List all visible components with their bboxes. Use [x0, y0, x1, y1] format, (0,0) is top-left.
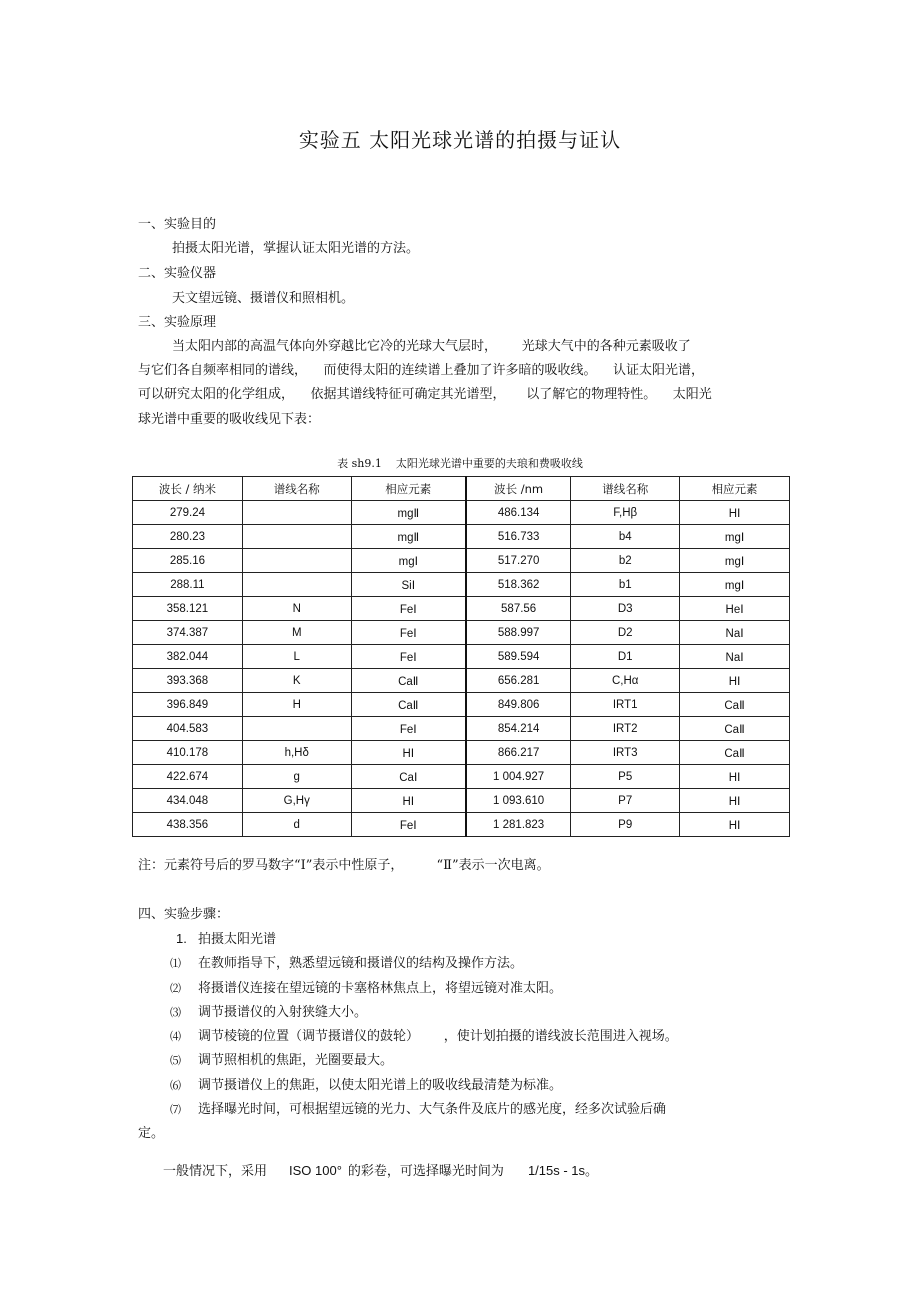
table-cell: P7	[571, 789, 680, 813]
final-paragraph	[163, 1160, 598, 1179]
table-note: 注：元素符号后的罗马数字“Ⅰ”表示中性原子， “Ⅱ”表示一次电离。	[138, 858, 550, 873]
table-cell: 438.356	[133, 813, 243, 837]
table-row	[133, 813, 790, 837]
table-cell: HⅠ	[680, 813, 790, 837]
table-cell: HⅠ	[680, 501, 790, 525]
table-row	[133, 717, 790, 741]
table-cell: 1 281.823	[466, 813, 571, 837]
table-cell: HⅠ	[351, 789, 466, 813]
subheading-text: 拍摄太阳光谱	[198, 932, 277, 947]
table-cell: M	[242, 621, 351, 645]
table-cell: 410.178	[133, 741, 243, 765]
table-cell: 404.583	[133, 717, 243, 741]
header-cell: 谱线名称	[571, 477, 680, 501]
table-cell: N	[242, 597, 351, 621]
table-row	[133, 549, 790, 573]
table-cell: 588.997	[466, 621, 571, 645]
table-cell: 285.16	[133, 549, 243, 573]
table-cell: HⅠ	[680, 789, 790, 813]
table-cell: h,Hδ	[242, 741, 351, 765]
step-number: ⑵	[170, 982, 181, 995]
table-cell: HⅠ	[680, 765, 790, 789]
table-cell: 279.24	[133, 501, 243, 525]
step-number: ⑸	[170, 1054, 181, 1067]
table-cell: 1 004.927	[466, 765, 571, 789]
table-cell: b4	[571, 525, 680, 549]
table-row	[133, 525, 790, 549]
table-cell: SiⅠ	[351, 573, 466, 597]
header-cell: 波长 /nm	[466, 477, 571, 501]
principle-line: 球光谱中重要的吸收线见下表：	[138, 412, 321, 427]
table-row	[133, 765, 790, 789]
table-cell: mgⅠ	[351, 549, 466, 573]
table-cell: 587.56	[466, 597, 571, 621]
header-cell: 谱线名称	[242, 477, 351, 501]
instruments-text: 天文望远镜、摄谱仪和照相机。	[172, 291, 355, 306]
film-speed: ISO 100°	[289, 1163, 342, 1178]
table-cell: C,Hα	[571, 669, 680, 693]
table-cell: P9	[571, 813, 680, 837]
table-cell: 374.387	[133, 621, 243, 645]
table-row	[133, 789, 790, 813]
table-row	[133, 501, 790, 525]
table-cell: CaⅡ	[680, 741, 790, 765]
table-cell: NaⅠ	[680, 645, 790, 669]
table-cell: P5	[571, 765, 680, 789]
principle-line: 当太阳内部的高温气体向外穿越比它冷的光球大气层时， 光球大气中的各种元素吸收了	[172, 339, 691, 354]
step-text: 将摄谱仪连接在望远镜的卡塞格林焦点上，将望远镜对准太阳。	[198, 981, 563, 996]
table-cell: 854.214	[466, 717, 571, 741]
table-header-row	[133, 477, 790, 501]
table-cell: FeⅠ	[351, 717, 466, 741]
step-number: ⑴	[170, 957, 181, 970]
instruments-heading: 二、实验仪器	[138, 266, 217, 281]
header-cell: 相应元素	[680, 477, 790, 501]
header-cell: 波长 / 纳米	[133, 477, 243, 501]
table-cell: b1	[571, 573, 680, 597]
table-cell: 382.044	[133, 645, 243, 669]
table-cell: 422.674	[133, 765, 243, 789]
table-cell: HⅠ	[680, 669, 790, 693]
principle-line: 与它们各自频率相同的谱线， 而使得太阳的连续谱上叠加了许多暗的吸收线。 认证太阳光谱，	[138, 363, 705, 378]
table-cell: D1	[571, 645, 680, 669]
table-cell: D2	[571, 621, 680, 645]
step-item	[170, 952, 523, 971]
table-cell: mgⅡ	[351, 525, 466, 549]
table-cell: IRT2	[571, 717, 680, 741]
exposure-range: 1/15s - 1s	[527, 1163, 586, 1178]
table-row	[133, 573, 790, 597]
table-cell: K	[242, 669, 351, 693]
table-cell: G,Hγ	[242, 789, 351, 813]
table-cell: CaⅡ	[680, 717, 790, 741]
table-cell: HeⅠ	[680, 597, 790, 621]
table-row	[133, 693, 790, 717]
table-cell: 518.362	[466, 573, 571, 597]
table-cell: D3	[571, 597, 680, 621]
header-cell: 相应元素	[351, 477, 466, 501]
page-title: 实验五 太阳光球光谱的拍摄与证认	[298, 128, 622, 152]
table-cell: 589.594	[466, 645, 571, 669]
table-cell: mgⅠ	[680, 525, 790, 549]
table-cell: 486.134	[466, 501, 571, 525]
steps-subheading	[176, 928, 276, 947]
table-row	[133, 597, 790, 621]
table-cell: g	[242, 765, 351, 789]
table-cell: HⅠ	[351, 741, 466, 765]
step-number: ⑹	[170, 1079, 181, 1092]
table-cell: L	[242, 645, 351, 669]
table-cell: FeⅠ	[351, 813, 466, 837]
table-cell: 516.733	[466, 525, 571, 549]
table-cell: NaⅠ	[680, 621, 790, 645]
steps-heading: 四、实验步骤：	[138, 907, 230, 922]
purpose-heading: 一、实验目的	[138, 217, 217, 232]
table-cell	[242, 549, 351, 573]
table-cell: H	[242, 693, 351, 717]
table-cell: mgⅠ	[680, 549, 790, 573]
table-row	[133, 645, 790, 669]
table-cell: IRT3	[571, 741, 680, 765]
step-item	[170, 1025, 678, 1044]
table-cell: FeⅠ	[351, 621, 466, 645]
table-cell: CaⅠ	[351, 765, 466, 789]
principle-heading: 三、实验原理	[138, 315, 217, 330]
table-cell: 656.281	[466, 669, 571, 693]
table-cell: 393.368	[133, 669, 243, 693]
table-cell: 1 093.610	[466, 789, 571, 813]
principle-line: 可以研究太阳的化学组成， 依据其谱线特征可确定其光谱型， 以了解它的物理特性。 太阳光	[138, 387, 712, 402]
table-cell: 396.849	[133, 693, 243, 717]
step-number: ⑶	[170, 1006, 181, 1019]
table-row	[133, 669, 790, 693]
table-cell: 358.121	[133, 597, 243, 621]
step-item	[170, 1001, 367, 1020]
table-cell	[242, 525, 351, 549]
table-cell: IRT1	[571, 693, 680, 717]
table-cell: 434.048	[133, 789, 243, 813]
final-text: 一般情况下，采用	[163, 1164, 268, 1179]
table-row	[133, 741, 790, 765]
step-number: ⑷	[170, 1030, 181, 1043]
step-text: 调节照相机的焦距，光圈要最大。	[198, 1053, 394, 1068]
step-text: 选择曝光时间，可根据望远镜的光力、大气条件及底片的感光度，经多次试验后确	[198, 1102, 667, 1117]
table-cell	[242, 573, 351, 597]
step-item	[170, 1049, 393, 1068]
step-item	[170, 1074, 562, 1093]
step-text: 调节摄谱仪上的焦距，以使太阳光谱上的吸收线最清楚为标准。	[198, 1078, 563, 1093]
table-cell: mgⅡ	[351, 501, 466, 525]
step-number: ⑺	[170, 1103, 181, 1116]
step-text: 在教师指导下，熟悉望远镜和摄谱仪的结构及操作方法。	[198, 956, 524, 971]
table-cell: CaⅡ	[680, 693, 790, 717]
table-cell: mgⅠ	[680, 573, 790, 597]
step-text: 调节摄谱仪的入射狭缝大小。	[198, 1005, 368, 1020]
table-cell: F,Hβ	[571, 501, 680, 525]
table-cell: 866.217	[466, 741, 571, 765]
table-cell: 517.270	[466, 549, 571, 573]
final-text: 。	[585, 1164, 599, 1179]
table-cell: 849.806	[466, 693, 571, 717]
table-cell	[242, 501, 351, 525]
table-cell: 288.11	[133, 573, 243, 597]
step-item-continuation: 定。	[138, 1126, 165, 1141]
table-cell: d	[242, 813, 351, 837]
step-text: 调节棱镜的位置（调节摄谱仪的鼓轮） ，使计划拍摄的谱线波长范围进入视场。	[198, 1029, 678, 1044]
table-caption: 表 sh9.1 太阳光球光谱中重要的夫琅和费吸收线	[337, 457, 583, 470]
table-cell: FeⅠ	[351, 645, 466, 669]
table-cell: CaⅡ	[351, 669, 466, 693]
final-text: 的彩卷，可选择曝光时间为	[347, 1164, 504, 1179]
table-row	[133, 621, 790, 645]
table-cell: FeⅠ	[351, 597, 466, 621]
step-item	[170, 1098, 666, 1117]
table-cell: b2	[571, 549, 680, 573]
table-cell: 280.23	[133, 525, 243, 549]
purpose-text: 拍摄太阳光谱，掌握认证太阳光谱的方法。	[172, 241, 420, 256]
table-cell: CaⅡ	[351, 693, 466, 717]
table-cell	[242, 717, 351, 741]
subheading-number: 1.	[176, 931, 187, 946]
absorption-lines-table	[132, 476, 790, 837]
step-item	[170, 977, 562, 996]
